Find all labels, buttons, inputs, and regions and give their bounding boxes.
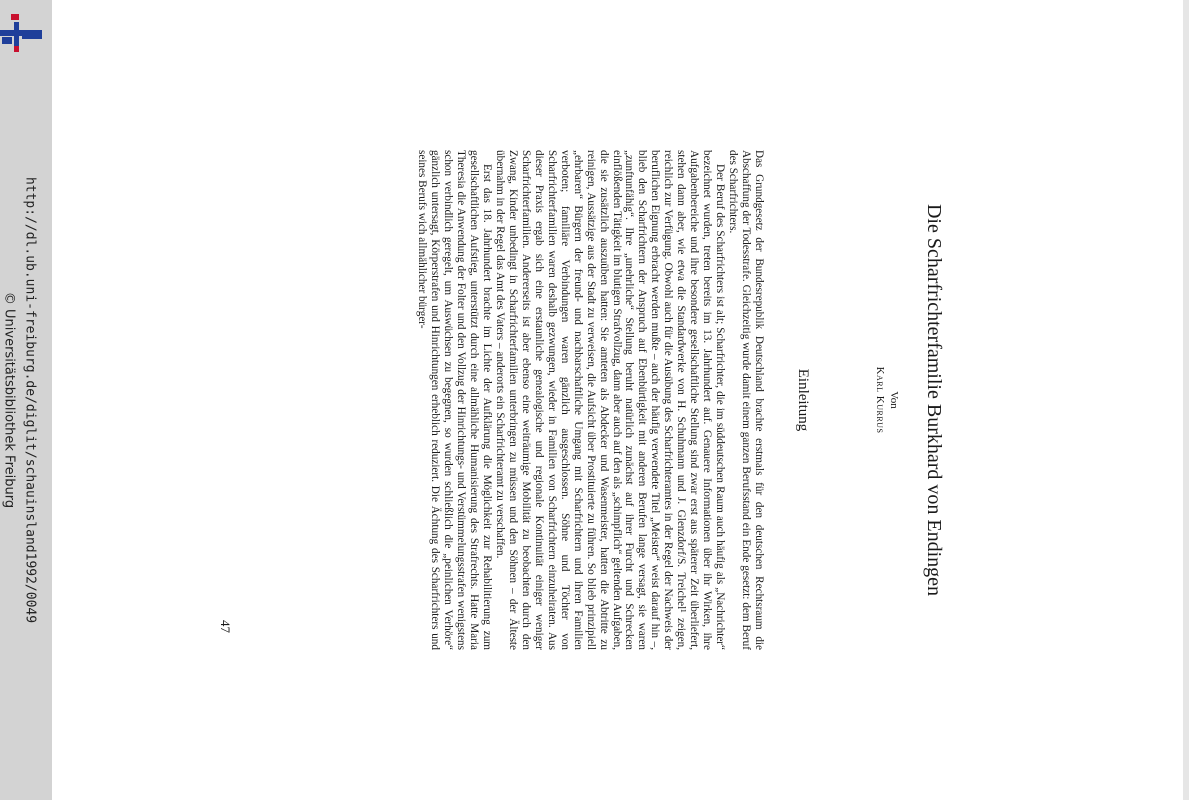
article-title: Die Scharfrichterfamilie Burkhard von Endingen <box>923 203 945 597</box>
rotated-scan-page <box>218 150 945 650</box>
byline-von: Von <box>888 391 900 409</box>
right-scroll-edge <box>1183 0 1189 800</box>
page-number: 47 <box>218 620 233 633</box>
paragraph: Erst das 18. Jahrhundert brachte im Lichte der Aufklärung die Möglichkeit zur Rehabilitierung zum gesellschaftlichen Aufstieg, unterstützt durch eine allmähliche Humanisierung des Strafrechts. Hatte Maria Theresia die Anwendung der Folter und den Vollzug der Hinrichtungs- und Verstümmelungsstrafen wenigstens schon verbindlich geregelt, um Auswüchsen zu begegnen, so wurden schließlich die „peinlichen Verhöre“ gänzlich untersagt, Körperstrafen und Hinrichtungen erheblich reduziert. Die Ächtung des Scharfrichters und seines Berufs wich allmählicher bürger- <box>416 150 493 650</box>
paragraph: Das Grundgesetz der Bundesrepublik Deutschland brachte erstmals für den deutschen Rechtsraum die Abschaffung der Todesstrafe. Gleichzeitig wurde damit einem ganzen Berufsstand ein Ende gesetzt: dem Beruf des Scharfrichters. <box>727 150 765 650</box>
section-heading: Einleitung <box>795 368 811 432</box>
paragraph: Der Beruf des Scharfrichters ist alt; Scharfrichter, die im süddeutschen Raum auch häufig als „Nachrichter“ bezeichnet wurden, treten bereits im 13. Jahrhundert auf. Genauere Informationen über ihr Wirken, ihre Aufgabenbereiche und ihre besondere gesellschaftliche Stellung sind zwar erst aus späterer Zeit überliefert, stehen dann aber, wie etwa die Standardwerke von H. Schuhmann und J. Glenzdorf/S. Treichel¹ zeigen, reichlich zur Verfügung. Obwohl auch für die Ausübung des Scharfrichteramtes in der Regel der Nachweis der beruflichen Eignung erbracht werden mußte – auch der häufig verwendete Titel „Meister“ weist darauf hin –, blieb den Scharfrichtern der Anspruch auf Ebenbürtigkeit mit anderen Berufen lange versagt, sie waren „zunftunfähig“. Ihre „unehrliche“ Stellung beruht natürlich zunächst auf ihrer Furcht und Schrecken einflößenden Tätigkeit im blutigen Strafvollzug, dann aber auch auf den als „schimpflich“ geltenden Aufgaben, die sie zusätzlich auszuüben hatten: Sie amteten als Abdecker und Wasenmeister, hatten die Abtritte zu reinigen, Aussätzige aus der Stadt zu verweisen, die Aufsicht über Prostituierte zu führen. So blieb prinzipiell „ehrbaren“ Bürgern der freund- und nachbarschaftliche Umgang mit Scharfrichtern und ihren Familien verboten; familiäre Verbindungen waren gänzlich ausgeschlossen. Söhne und Töchter von Scharfrichterfamilien waren deshalb gezwungen, wieder in Familien von Scharfrichtern einzuheiraten. Aus dieser Praxis ergab sich eine erstaunliche genealogische und regionale Kontinuität einiger weniger Scharfrichterfamilien. Andererseits ist aber ebenso eine weiträumige Mobilität zu beobachten durch den Zwang, Kinder unbedingt in Scharfrichterfamilien unterbringen zu müssen und den Söhnen – der Älteste übernahm in der Regel das Amt des Vaters – anderorts ein Scharfrichteramt zu verschaffen. <box>493 150 727 650</box>
source-url[interactable]: http://dl.ub.uni-freiburg.de/diglit/schauinsland1992/0049 <box>22 176 38 624</box>
author-name: Karl Kurrus <box>874 366 886 434</box>
article-body <box>251 150 765 650</box>
viewer-sidebar <box>0 0 52 800</box>
copyright-notice: © Universitätsbibliothek Freiburg <box>1 291 17 509</box>
